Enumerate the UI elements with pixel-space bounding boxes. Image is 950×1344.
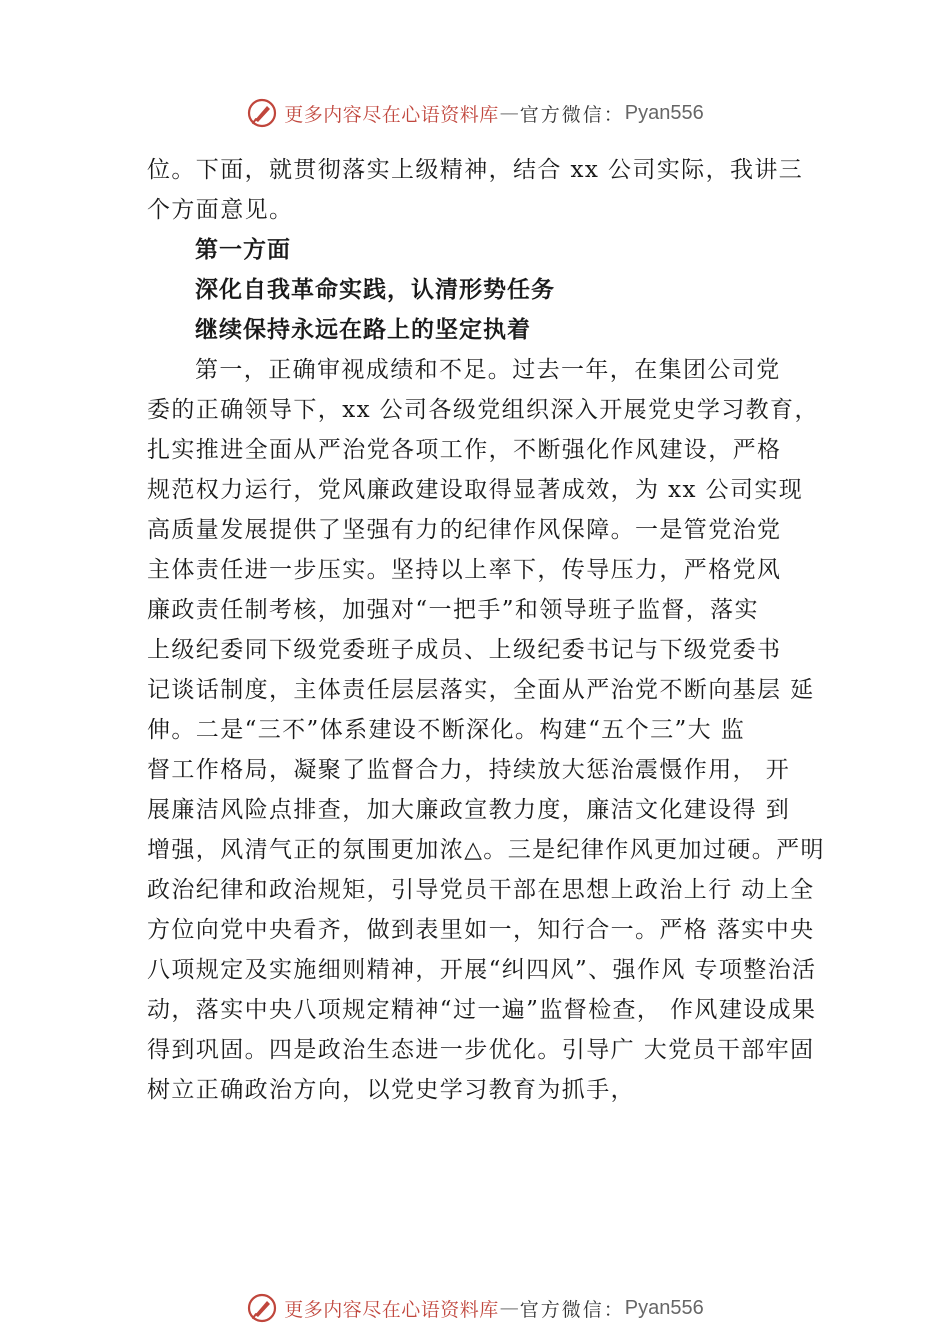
document-body <box>147 150 837 1110</box>
body-line: 廉政责任制考核，加强对“一把手”和领导班子监督，落实 <box>147 597 759 623</box>
footer-watermark-banner <box>0 1288 950 1328</box>
body-line: 督工作格局，凝聚了监督合力，持续放大惩治震慑作用， 开 <box>147 757 791 783</box>
header-watermark-banner <box>0 93 950 133</box>
body-line: 扎实推进全面从严治党各项工作，不断强化作风建设，严格 <box>147 437 782 463</box>
body-line: 动，落实中央八项规定精神“过一遍”监督检查， 作风建设成果 <box>147 997 817 1023</box>
paragraph-first-line: 第一，正确审视成绩和不足。过去一年，在集团公司党 <box>195 357 781 383</box>
pen-circle-logo-icon <box>246 1292 278 1324</box>
body-line: 主体责任进一步压实。坚持以上率下，传导压力，严格党风 <box>147 557 782 583</box>
watermark-official-label: 官方微信： <box>519 103 625 126</box>
body-line: 高质量发展提供了坚强有力的纪律作风保障。一是管党治党 <box>147 517 782 543</box>
section-subheading: 深化自我革命实践，认清形势任务 <box>195 277 555 303</box>
watermark-brand-text: 更多内容尽在心语资料库 <box>284 103 499 126</box>
body-line: 方位向党中央看齐，做到表里如一，知行合一。严格 落实中央 <box>147 917 815 943</box>
body-line: 树立正确政治方向，以党史学习教育为抓手， <box>147 1077 635 1103</box>
body-line: 得到巩固。四是政治生态进一步优化。引导广 大党员干部牢固 <box>147 1037 815 1063</box>
body-line: 记谈话制度，主体责任层层落实，全面从严治党不断向基层 延 <box>147 677 815 703</box>
section-heading: 第一方面 <box>195 237 291 263</box>
watermark-wechat-id: Pyan556 <box>624 1296 704 1319</box>
body-line: 伸。二是“三不”体系建设不断深化。构建“五个三”大 监 <box>147 717 746 743</box>
body-line: 八项规定及实施细则精神，开展“纠四风”、强作风 专项整治活 <box>147 957 817 983</box>
body-line: 展廉洁风险点排查，加大廉政宣教力度，廉洁文化建设得 到 <box>147 797 791 823</box>
body-line: 上级纪委同下级党委班子成员、上级纪委书记与下级党委书 <box>147 637 782 663</box>
body-line: 位。下面，就贯彻落实上级精神，结合 xx 公司实际，我讲三 <box>147 157 804 183</box>
body-line: 委的正确领导下，xx 公司各级党组织深入开展党史学习教育， <box>147 397 819 423</box>
watermark-brand-text: 更多内容尽在心语资料库 <box>284 1298 499 1321</box>
watermark-dash: — <box>499 102 519 124</box>
body-line: 规范权力运行，党风廉政建设取得显著成效，为 xx 公司实现 <box>147 477 804 503</box>
body-line: 增强，风清气正的氛围更加浓△。三是纪律作风更加过硬。严明 <box>147 837 825 863</box>
watermark-wechat-id: Pyan556 <box>624 101 704 124</box>
pen-circle-logo-icon <box>246 97 278 129</box>
body-line: 个方面意见。 <box>147 197 294 223</box>
body-line: 政治纪律和政治规矩，引导党员干部在思想上政治上行 动上全 <box>147 877 815 903</box>
watermark-official-label: 官方微信： <box>519 1298 625 1321</box>
section-subheading: 继续保持永远在路上的坚定执着 <box>195 317 531 343</box>
watermark-dash: — <box>499 1297 519 1319</box>
